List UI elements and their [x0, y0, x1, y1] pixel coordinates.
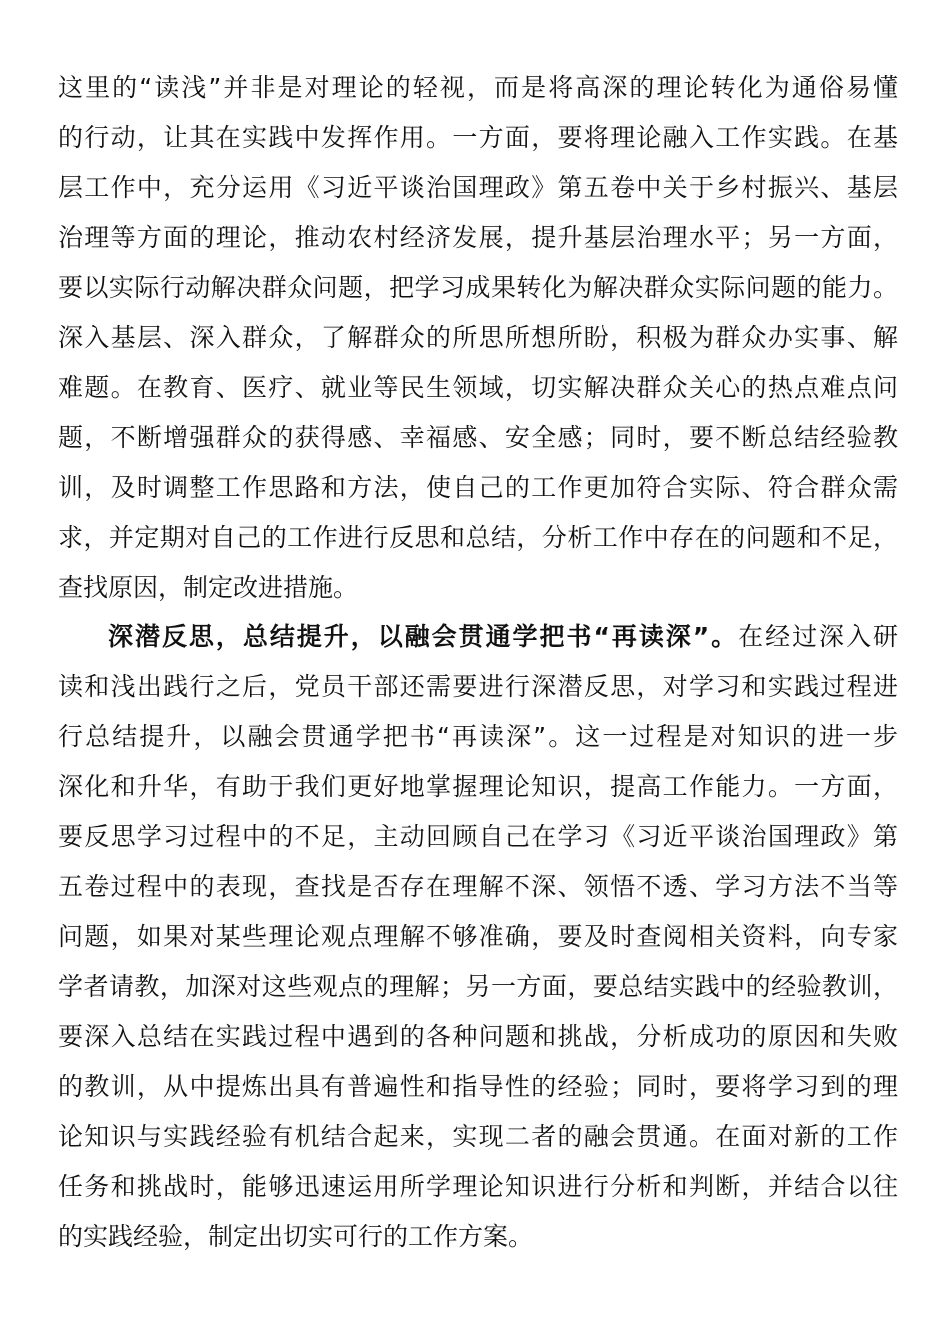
text-line: 这里的“读浅”并非是对理论的轻视，而是将高深的理论转化为通俗易懂 — [58, 73, 898, 102]
text-line: 要深入总结在实践过程中遇到的各种问题和挑战，分析成功的原因和失败 — [58, 1022, 898, 1051]
text-line: 的实践经验，制定出切实可行的工作方案。 — [58, 1222, 534, 1251]
text-line: 治理等方面的理论，推动农村经济发展，提升基层治理水平；另一方面， — [58, 223, 898, 252]
text-line: 难题。在教育、医疗、就业等民生领域，切实解决群众关心的热点难点问 — [58, 373, 898, 402]
text-line: 层工作中，充分运用《习近平谈治国理政》第五卷中关于乡村振兴、基层 — [58, 173, 898, 202]
text-line: 要以实际行动解决群众问题，把学习成果转化为解决群众实际问题的能力。 — [58, 273, 898, 302]
text-line: 论知识与实践经验有机结合起来，实现二者的融会贯通。在面对新的工作 — [58, 1122, 898, 1151]
text-line: 五卷过程中的表现，查找是否存在理解不深、领悟不透、学习方法不当等 — [58, 872, 898, 901]
text-line: 读和浅出践行之后，党员干部还需要进行深潜反思，对学习和实践过程进 — [58, 672, 898, 701]
text-line: 训，及时调整工作思路和方法，使自己的工作更加符合实际、符合群众需 — [58, 473, 898, 502]
text-line: 的教训，从中提炼出具有普遍性和指导性的经验；同时，要将学习到的理 — [58, 1072, 898, 1101]
text-line: 要反思学习过程中的不足，主动回顾自己在学习《习近平谈治国理政》第 — [58, 822, 898, 851]
paragraph-1 — [58, 63, 898, 613]
text-line: 任务和挑战时，能够迅速运用所学理论知识进行分析和判断，并结合以往 — [58, 1172, 898, 1201]
text-span: 在经过深入研 — [738, 622, 898, 651]
text-line: 深化和升华，有助于我们更好地掌握理论知识，提高工作能力。一方面， — [58, 772, 898, 801]
text-line: 的行动，让其在实践中发挥作用。一方面，要将理论融入工作实践。在基 — [58, 123, 898, 152]
paragraph-heading: 深潜反思，总结提升，以融会贯通学把书“再读深”。 — [108, 622, 739, 651]
text-line: 求，并定期对自己的工作进行反思和总结，分析工作中存在的问题和不足， — [58, 523, 898, 552]
text-line: 学者请教，加深对这些观点的理解；另一方面，要总结实践中的经验教训， — [58, 972, 898, 1001]
paragraph-first-line — [58, 612, 898, 662]
paragraph-2 — [58, 612, 898, 1262]
text-line: 行总结提升，以融会贯通学把书“再读深”。这一过程是对知识的进一步 — [58, 722, 898, 751]
text-line: 深入基层、深入群众，了解群众的所思所想所盼，积极为群众办实事、解 — [58, 323, 898, 352]
text-line: 问题，如果对某些理论观点理解不够准确，要及时查阅相关资料，向专家 — [58, 922, 898, 951]
text-line: 题，不断增强群众的获得感、幸福感、安全感；同时，要不断总结经验教 — [58, 423, 898, 452]
text-line: 查找原因，制定改进措施。 — [58, 573, 359, 602]
